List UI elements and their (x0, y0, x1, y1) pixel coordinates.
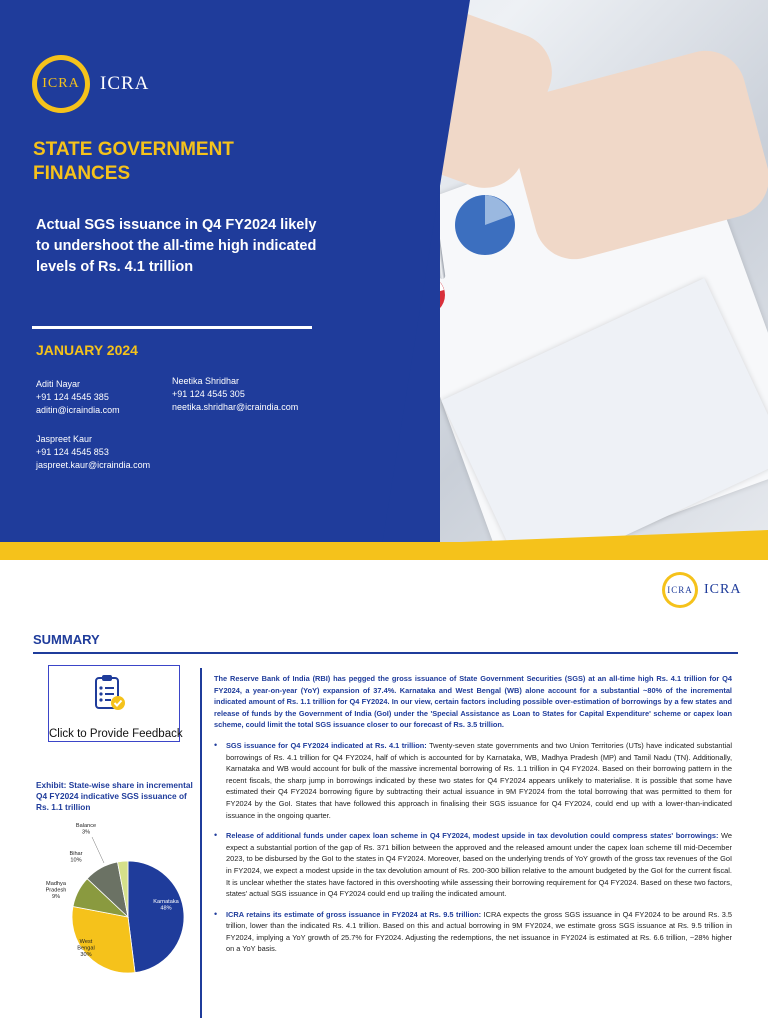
feedback-button[interactable] (48, 665, 183, 742)
logo-letters: ICRA (667, 585, 693, 595)
contact-email[interactable]: aditin@icraindia.com (36, 405, 120, 415)
logo-text: ICRA (100, 73, 150, 94)
logo-mark (32, 55, 90, 113)
contact-email[interactable]: jaspreet.kaur@icraindia.com (36, 460, 151, 470)
cover-date: JANUARY 2024 (36, 342, 138, 358)
contact-phone: +91 124 4545 305 (172, 389, 245, 399)
summary-heading: SUMMARY (33, 632, 100, 647)
summary-bullet (214, 830, 732, 900)
pie-label: Madhya Pradesh 9% (45, 881, 67, 900)
icra-logo-small (662, 572, 741, 608)
bullet-text: Twenty-seven state governments and two Union Territories (UTs) have indicated substantial borrowings of Rs. 4.1 trillion for Q4 FY2024, half of which is accounted for by Karnataka, WB, Madhya Pradesh (MP) and Tamil Nadu (TN). Additionally, Karnataka and WB would account for bulk of the massive incremental borrowing of Rs. 1.1 trillion in Q4 FY2024. Based on their borrowing pattern in the recent fiscals, the sharp jump in borrowings indicated by these two states for Q4 FY2024 appears unlikely to materialise. It is possible that some have estimated their Q4 FY2024 borrowing figure by subtracting their actual issuance in 9M FY2024 from the total borrowing that was permitted to them for FY2024 by the GoI. States that have followed this approach in finalising their SGS issuance for Q4 FY2024, could end up with a lower-than-indicated issuance in the ongoing quarter. (226, 740, 732, 820)
contact-card (36, 433, 150, 472)
logo-letters: ICRA (42, 76, 80, 91)
cover-divider (32, 326, 312, 329)
summary-bullet (214, 909, 732, 955)
bullet-dot: • (214, 908, 218, 919)
bullet-text: ICRA expects the gross SGS issuance in Q4 FY2024 to be around Rs. 3.5 trillion, lower than the indicated Rs. 4.1 trillion. Based on this and actual borrowing in 9M FY2024, we estimate gross SGS issuance at Rs. 9.5 trillion in FY2024, implying a YoY growth of 25.7% for FY2024. Adjusting the redemptions, the net issuance in FY2024 is estimated at Rs. 6.6 trillion, ~28% higher on a YoY basis. (226, 909, 733, 954)
logo-mark (662, 572, 698, 608)
pie-leader-line (92, 837, 104, 863)
contact-name: Aditi Nayar (36, 379, 81, 389)
exhibit-title: Exhibit: State-wise share in incremental Q4 FY2024 indicative SGS issuance of Rs. 1.1 trillion (36, 780, 193, 812)
contact-phone: +91 124 4545 853 (36, 447, 109, 457)
pie-label: Bihar 10% (69, 851, 83, 864)
pie-label: West Bengal 30% (77, 939, 95, 958)
clipboard-check-icon (95, 674, 125, 712)
contact-card (36, 378, 120, 417)
bullet-text: We expect a substantial portion of the gap of Rs. 371 billion between the approved and the released amount under the capex loan scheme till mid-December 2023, to be disbursed by the GoI to the states in Q4 FY2024. Moreover, based on the underlying trends of YoY growth of the gross tax revenues of the GoI in FY2024, we expect a modest upside in the tax devolution amount of Rs. 200-300 billion relative to the amount budgeted by the GoI for the current fiscal. It is unclear whether the states have factored in this overshooting while assessing their borrowing requirement for Q4 FY2024. Based on these two factors, states' actual SGS issuance in Q4 FY2024 could end up trailing the indicated amount. (226, 831, 732, 899)
bullet-heading: SGS issuance for Q4 FY2024 indicated at Rs. 4.1 trillion: (226, 740, 427, 750)
bullet-dot: • (214, 830, 218, 841)
bullet-dot: • (214, 739, 218, 750)
bullet-heading: ICRA retains its estimate of gross issuance in FY2024 at Rs. 9.5 trillion: (226, 909, 482, 919)
logo-text: ICRA (704, 582, 742, 597)
contact-phone: +91 124 4545 385 (36, 392, 109, 402)
contact-name: Jaspreet Kaur (36, 434, 93, 444)
contact-name: Neetika Shridhar (172, 376, 240, 386)
state-share-pie-chart (28, 815, 200, 985)
cover-subtitle: Actual SGS issuance in Q4 FY2024 likely to undershoot the all-time high indicated levels of Rs. 4.1 trillion (36, 217, 317, 275)
summary-body (214, 673, 732, 955)
summary-intro: The Reserve Bank of India (RBI) has pegged the gross issuance of State Government Securities (SGS) at an all-time high Rs. 4.1 trillion for Q4 FY2024, a year-on-year (YoY) expansion of 37.4%. Karnataka and West Bengal (WB) alone account for a substantial ~80% of the incremental indicated amount of Rs. 1.1 trillion for Q4 FY2024. In our view, certain factors including possible over-estimation of borrowings by a few states and release of funds by the Government of India (GoI) under the 'Special Assistance as Loan to States for Capital Expenditure' scheme or capex loan scheme, could limit the total SGS issuance closer to our forecast of Rs. 3.5 trillion. (214, 674, 732, 730)
contact-card (172, 375, 298, 414)
report-pie-chart (440, 180, 530, 270)
pie-label: Balance 3% (75, 823, 97, 836)
pie-label: Karnataka 48% (153, 899, 179, 912)
pie-slice-karnataka (128, 861, 184, 973)
feedback-label[interactable]: Click to Provide Feedback (49, 728, 183, 740)
summary-bullet (214, 740, 732, 821)
bullet-heading: Release of additional funds under capex loan scheme in Q4 FY2024, modest upside in tax devolution could compress states' borrowings: (226, 831, 719, 841)
contact-email[interactable]: neetika.shridhar@icraindia.com (172, 402, 299, 412)
column-divider (200, 668, 202, 1018)
cover-title: STATE GOVERNMENT FINANCES (33, 139, 234, 184)
icra-logo (32, 55, 149, 113)
summary-divider (33, 652, 738, 654)
